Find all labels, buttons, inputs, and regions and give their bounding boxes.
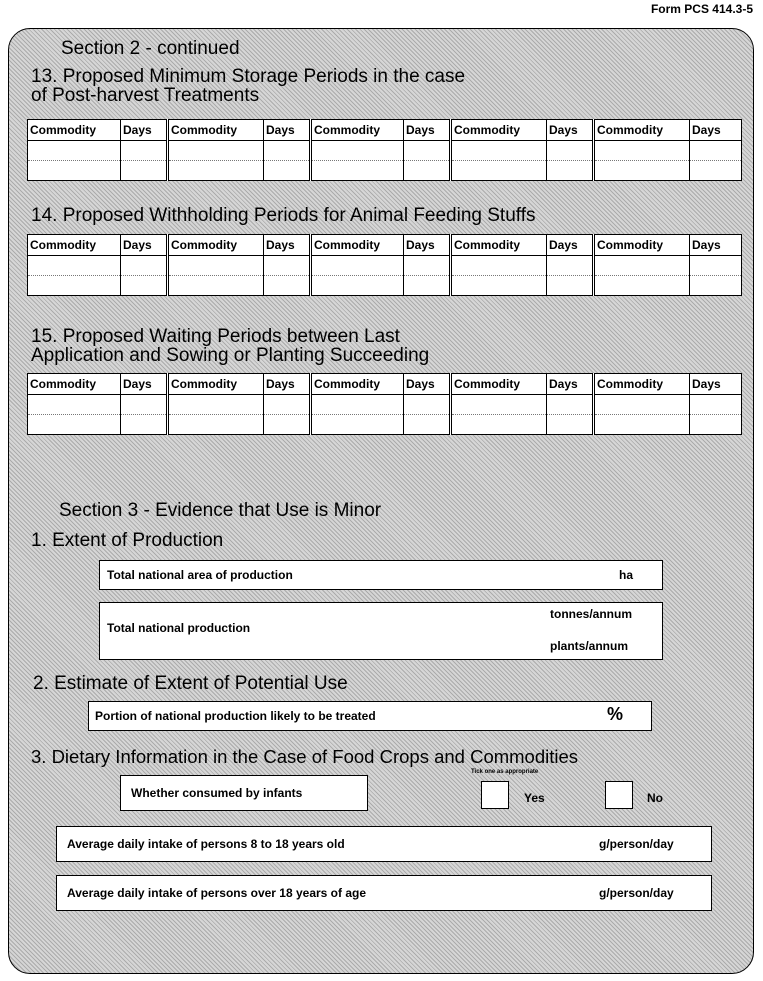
col-commodity-2: Commodity xyxy=(168,120,264,141)
q2-title: 2. Estimate of Extent of Potential Use xyxy=(33,673,348,694)
col-days-5: Days xyxy=(690,120,742,141)
q13-table xyxy=(27,119,742,181)
col-days-5: Days xyxy=(690,235,742,256)
no-checkbox[interactable] xyxy=(605,781,633,809)
unit-tonnes: tonnes/annum xyxy=(550,607,633,621)
table-row[interactable] xyxy=(28,141,742,161)
production-field[interactable] xyxy=(99,602,663,660)
col-commodity-1: Commodity xyxy=(28,120,121,141)
col-days-1: Days xyxy=(121,235,168,256)
col-days-4: Days xyxy=(547,374,594,395)
infants-label: Whether consumed by infants xyxy=(131,786,303,800)
table-row[interactable] xyxy=(28,161,742,181)
table-row[interactable] xyxy=(28,395,742,415)
intake-over18-unit: g/person/day xyxy=(599,886,674,900)
q3-title: 3. Dietary Information in the Case of Food Crops and Commodities xyxy=(31,746,579,767)
col-days-4: Days xyxy=(547,120,594,141)
q14-title: 14. Proposed Withholding Periods for Animal Feeding Stuffs xyxy=(31,205,536,226)
production-label: Total national production xyxy=(107,621,251,635)
intake-over18-label: Average daily intake of persons over 18 years of age xyxy=(67,886,367,900)
table-row[interactable] xyxy=(28,276,742,296)
intake-8-18-label: Average daily intake of persons 8 to 18 years old xyxy=(67,837,345,851)
col-commodity-4: Commodity xyxy=(451,235,547,256)
unit-plants: plants/annum xyxy=(550,639,629,653)
section3-heading: Section 3 - Evidence that Use is Minor xyxy=(59,500,382,521)
col-commodity-4: Commodity xyxy=(451,374,547,395)
col-commodity-1: Commodity xyxy=(28,374,121,395)
intake-over18-field[interactable] xyxy=(56,875,712,911)
q15-table xyxy=(27,373,742,435)
portion-unit: % xyxy=(607,704,624,724)
col-days-1: Days xyxy=(121,120,168,141)
col-commodity-2: Commodity xyxy=(168,374,264,395)
intake-8-18-unit: g/person/day xyxy=(599,837,674,851)
form-panel xyxy=(8,28,754,974)
col-days-2: Days xyxy=(264,374,311,395)
area-field[interactable] xyxy=(99,560,663,590)
form-number: Form PCS 414.3-5 xyxy=(650,2,753,16)
col-commodity-5: Commodity xyxy=(594,120,690,141)
col-days-1: Days xyxy=(121,374,168,395)
q14-table xyxy=(27,234,742,296)
col-commodity-5: Commodity xyxy=(594,374,690,395)
yes-label: Yes xyxy=(524,791,545,805)
col-days-2: Days xyxy=(264,120,311,141)
portion-field[interactable] xyxy=(88,701,652,731)
table-row[interactable] xyxy=(28,256,742,276)
col-days-2: Days xyxy=(264,235,311,256)
col-commodity-3: Commodity xyxy=(311,374,404,395)
col-days-4: Days xyxy=(547,235,594,256)
q1-title: 1. Extent of Production xyxy=(31,530,224,551)
table-row[interactable] xyxy=(28,415,742,435)
tick-note: Tick one as appropriate xyxy=(471,769,539,775)
col-commodity-4: Commodity xyxy=(451,120,547,141)
col-commodity-2: Commodity xyxy=(168,235,264,256)
col-days-3: Days xyxy=(404,120,451,141)
col-commodity-3: Commodity xyxy=(311,120,404,141)
no-label: No xyxy=(647,791,663,805)
portion-label: Portion of national production likely to be treated xyxy=(95,709,376,723)
q15-title: 15. Proposed Waiting Periods between Last Application and Sowing or Planting Succeeding xyxy=(31,326,430,366)
area-unit: ha xyxy=(619,568,634,582)
col-commodity-3: Commodity xyxy=(311,235,404,256)
col-days-5: Days xyxy=(690,374,742,395)
yes-checkbox[interactable] xyxy=(481,781,509,809)
section2-heading: Section 2 - continued xyxy=(61,38,240,59)
q13-title: 13. Proposed Minimum Storage Periods in the case of Post-harvest Treatments xyxy=(31,66,466,106)
intake-8-18-field[interactable] xyxy=(56,826,712,862)
col-commodity-1: Commodity xyxy=(28,235,121,256)
area-label: Total national area of production xyxy=(107,568,293,582)
col-days-3: Days xyxy=(404,235,451,256)
col-commodity-5: Commodity xyxy=(594,235,690,256)
infants-box xyxy=(120,775,368,811)
col-days-3: Days xyxy=(404,374,451,395)
